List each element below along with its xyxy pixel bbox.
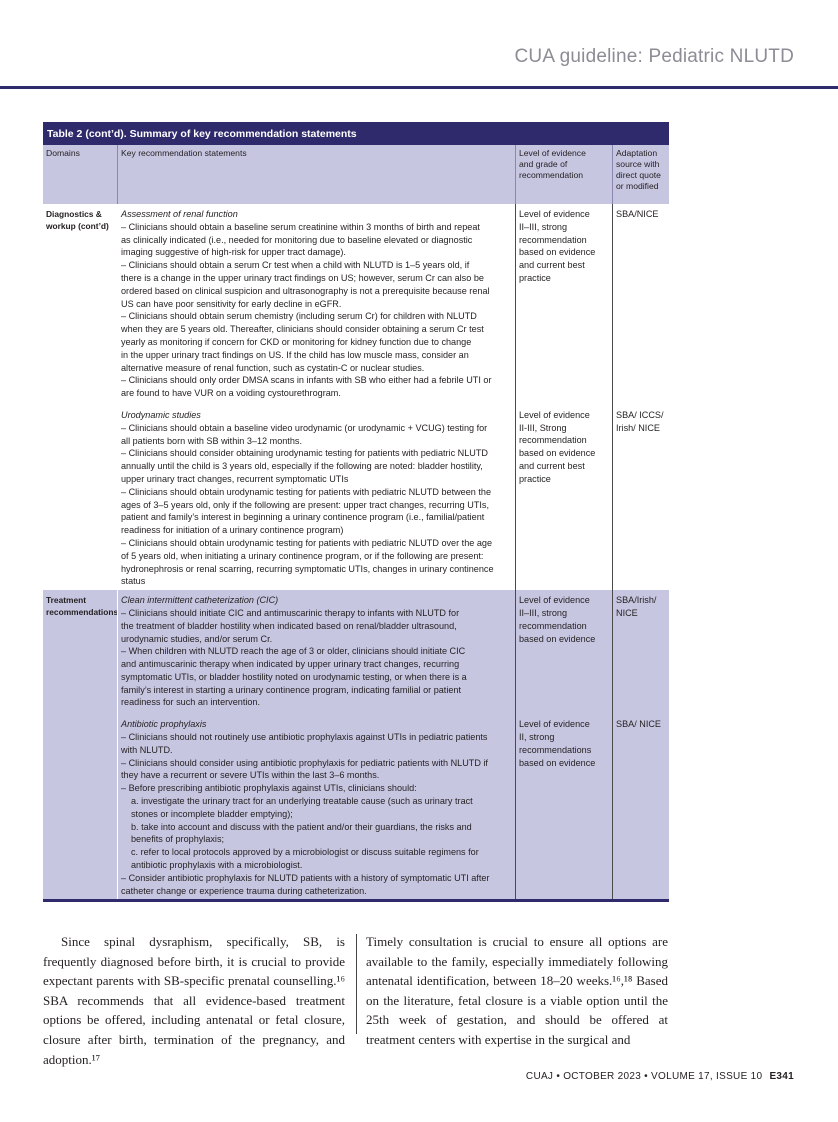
statement-line: – Clinicians should initiate CIC and antimuscarinic therapy to infants with NLUTD for — [121, 607, 460, 618]
source-line: SBA/ ICCS/ — [616, 409, 664, 420]
section-title: Antibiotic prophylaxis — [121, 719, 207, 730]
footer-page-number: E341 — [769, 1071, 794, 1082]
level-line: based on evidence — [519, 633, 596, 644]
level-line: based on evidence — [519, 448, 596, 459]
statement-line: hydronephrosis or renal scarring, recurring symptomatic UTIs, changes in urinary continence — [121, 563, 494, 574]
statement-line: – Clinicians should obtain urodynamic testing for patients with pediatric NLUTD over the age — [121, 537, 493, 548]
statement-line: urodynamic studies, and/or serum Cr. — [121, 633, 273, 644]
statement-line: ordered based on clinical suspicion and ultrasonography is not a prerequisite because renal — [121, 285, 490, 296]
statement-line: benefits of prophylaxis; — [131, 834, 225, 845]
table-group-row — [43, 204, 669, 590]
statement-line: when they are 5 years old. Thereafter, clinicians should consider obtaining a serum Cr test — [121, 324, 484, 335]
statement-line: a. investigate the urinary tract for an underlying treatable cause (such as urinary tract — [131, 796, 473, 807]
table-end-rule — [43, 899, 669, 902]
level-line: Level of evidence — [519, 719, 590, 730]
page-footer — [526, 1071, 794, 1082]
statement-line: – Clinicians should only order DMSA scans in infants with SB who either had a febrile UTI or — [121, 375, 492, 386]
header-statements: Key recommendation statements — [117, 145, 515, 204]
recommendation-section — [121, 590, 512, 711]
statement-line: – Clinicians should obtain urodynamic testing for patients with pediatric NLUTD between the — [121, 486, 492, 497]
statement-line: symptomatic UTIs, or bladder hostility noted on urodynamic testing, or when there is a — [121, 671, 467, 682]
column-divider — [356, 934, 357, 1034]
adaptation-source — [616, 590, 666, 622]
statement-line: there is a change in the upper urinary tract findings on US; however, serum Cr can also be — [121, 272, 484, 283]
statement-line: of 5 years old, when initiating a urinary continence program, or if the following are present: — [121, 550, 484, 561]
header-level-line: recommendation — [519, 170, 584, 180]
statement-line: stones or incomplete bladder emptying); — [131, 808, 293, 819]
statements-cell — [117, 204, 515, 590]
statement-line: alternative measure of renal function, such as cystatin-C or nuclear studies. — [121, 362, 425, 373]
header-source-line: Adaptation — [616, 148, 658, 158]
header-domains: Domains — [46, 148, 80, 158]
statement-line: patient and family’s interest in beginning a urinary continence program (i.e., familial/patient — [121, 512, 485, 523]
statement-line: yearly as monitoring if concern for CKD or monitoring for kidney function due to change — [121, 336, 472, 347]
statement-line: – Clinicians should obtain serum chemistry (including serum Cr) for children with NLUTD — [121, 311, 477, 322]
header-level — [515, 145, 612, 204]
level-line: II-III, Strong — [519, 422, 567, 433]
recommendation-section — [121, 711, 512, 899]
statement-line: family’s interest in starting a urinary continence program, indicating familial or patient — [121, 684, 461, 695]
section-title: Assessment of renal function — [121, 209, 238, 219]
table-header-row — [43, 145, 669, 204]
body-text-left-column: Since spinal dysraphism, specifically, SB, is frequently diagnosed before birth, it is crucial to provide expectant parents with SB-specific prenatal counselling.¹⁶ SBA recommends that all evidence-based treatment options be offered, including antenatal or fetal closure, closure after birth, termination of the pregnancy, and adoption.¹⁷ — [43, 934, 345, 1067]
statement-line: – Clinicians should not routinely use antibiotic prophylaxis against UTIs in pediatric patients — [121, 732, 488, 743]
statement-line: as clinically indicated (i.e., needed for monitoring due to baseline elevated or diagnostic — [121, 234, 473, 245]
domain-label-line: Treatment — [46, 595, 87, 606]
level-line: II–III, strong — [519, 221, 568, 232]
level-line: practice — [519, 272, 551, 283]
statement-line: – Before prescribing antibiotic prophylaxis against UTIs, clinicians should: — [121, 783, 417, 794]
statement-line: catheter change or experience trauma during catheterization. — [121, 885, 367, 896]
header-source-line: or modified — [616, 181, 659, 191]
running-head: CUA guideline: Pediatric NLUTD — [514, 46, 794, 67]
table-body — [43, 204, 669, 899]
header-source — [612, 145, 669, 204]
statement-line: are found to have VUR on a voiding cystourethrogram. — [121, 388, 341, 399]
recommendation-section — [121, 402, 512, 590]
level-line: Level of evidence — [519, 209, 590, 219]
statement-line: – Clinicians should obtain a serum Cr test when a child with NLUTD is 1–5 years old, if — [121, 260, 470, 271]
source-line: NICE — [616, 607, 638, 618]
recommendation-section — [121, 204, 512, 402]
statement-line: and antimuscarinic therapy when indicated by upper urinary tract changes, recurring — [121, 659, 460, 670]
statement-line: they have a recurrent or severe UTIs within the last 3–6 months. — [121, 770, 380, 781]
statement-line: in the upper urinary tract findings on US. If the child has low muscle mass, consider an — [121, 349, 469, 360]
level-line: recommendation — [519, 234, 587, 245]
level-line: and current best — [519, 460, 585, 471]
header-rule — [0, 86, 838, 89]
level-line: II–III, strong — [519, 607, 568, 618]
level-line: recommendation — [519, 620, 587, 631]
table-title: Table 2 (cont’d). Summary of key recommendation statements — [43, 122, 669, 145]
statement-line: c. refer to local protocols approved by a microbiologist or discuss suitable regimens for — [131, 847, 479, 858]
source-cell — [612, 204, 669, 590]
table-group-row — [43, 590, 669, 899]
level-cell — [515, 204, 612, 590]
body-text-right-column: Timely consultation is crucial to ensure all options are available to the family, especially immediately following antenatal identification, between 18–20 weeks.¹⁶,¹⁸ Based on the literature, fetal closure is a viable option until the 25th week of gestation, and should be offered at treatment centers with expertise in the surgical and — [366, 934, 668, 1047]
level-line: Level of evidence — [519, 595, 590, 606]
statement-line: the treatment of bladder hostility when indicated based on renal/bladder ultrasound, — [121, 620, 457, 631]
level-of-evidence — [519, 402, 609, 488]
level-of-evidence — [519, 711, 609, 771]
level-cell — [515, 590, 612, 899]
domain-cell — [43, 590, 117, 899]
level-line: II, strong — [519, 732, 555, 743]
source-line: SBA/NICE — [616, 209, 659, 219]
level-line: Level of evidence — [519, 409, 590, 420]
level-line: and current best — [519, 260, 585, 271]
header-level-line: and grade of — [519, 159, 568, 169]
level-of-evidence — [519, 204, 609, 287]
footer-journal: CUAJ • OCTOBER 2023 • VOLUME 17, ISSUE 10 — [525, 1071, 763, 1082]
recommendations-table — [43, 122, 669, 902]
domain-label-line: Diagnostics & — [46, 209, 102, 219]
statement-line: readiness for initiation of a urinary continence program) — [121, 525, 344, 536]
statement-line: – Clinicians should consider obtaining urodynamic testing for patients with pediatric NLUTD — [121, 448, 488, 459]
statements-cell — [117, 590, 515, 899]
level-line: based on evidence — [519, 757, 596, 768]
level-line: practice — [519, 473, 551, 484]
adaptation-source — [616, 204, 666, 223]
statement-line: – Consider antibiotic prophylaxis for NLUTD patients with a history of symptomatic UTI after — [121, 872, 490, 883]
domain-cell — [43, 204, 117, 590]
statement-line: ages of 3–5 years old, only if the following are present: upper tract changes, recurring UTIs, — [121, 499, 489, 510]
section-title: Clean intermittent catheterization (CIC) — [121, 595, 279, 606]
header-level-line: Level of evidence — [519, 148, 586, 158]
source-line: SBA/ NICE — [616, 718, 661, 729]
statement-line: US can have poor sensitivity for early decline in eGFR. — [121, 298, 342, 309]
level-line: recommendation — [519, 435, 587, 446]
adaptation-source — [616, 711, 666, 733]
statement-line: – Clinicians should obtain a baseline serum creatinine within 3 months of birth and repeat — [121, 221, 480, 232]
statement-line: readiness for such an intervention. — [121, 697, 261, 708]
statement-line: – When children with NLUTD reach the age of 3 or older, clinicians should initiate CIC — [121, 646, 466, 657]
level-of-evidence — [519, 590, 609, 647]
section-title: Urodynamic studies — [121, 409, 201, 420]
statement-line: – Clinicians should consider using antibiotic prophylaxis for pediatric patients with NLUTD if — [121, 757, 488, 768]
header-source-line: direct quote — [616, 170, 661, 180]
level-line: based on evidence — [519, 247, 596, 258]
domain-label-line: workup (cont’d) — [46, 220, 109, 231]
source-line: SBA/Irish/ — [616, 595, 657, 606]
adaptation-source — [616, 402, 666, 437]
source-line: Irish/ NICE — [616, 422, 660, 433]
statement-line: b. take into account and discuss with the patient and/or their guardians, the risks and — [131, 821, 472, 832]
statement-line: antibiotic prophylaxis with a microbiologist. — [131, 860, 303, 871]
level-line: recommendations — [519, 744, 592, 755]
statement-line: status — [121, 576, 146, 587]
statement-line: – Clinicians should obtain a baseline video urodynamic (or urodynamic + VCUG) testing for — [121, 422, 488, 433]
statement-line: upper urinary tract changes, recurrent symptomatic UTIs — [121, 473, 349, 484]
statement-line: imaging suggestive of high-risk for upper tract damage). — [121, 247, 346, 258]
domain-label-line: recommendations — [46, 606, 119, 617]
statement-line: with NLUTD. — [121, 744, 173, 755]
statement-line: all patients born with SB within 3–12 months. — [121, 435, 302, 446]
source-cell — [612, 590, 669, 899]
header-source-line: source with — [616, 159, 660, 169]
statement-line: annually until the child is 3 years old, especially if the following are noted: bladder hostility, — [121, 461, 483, 472]
